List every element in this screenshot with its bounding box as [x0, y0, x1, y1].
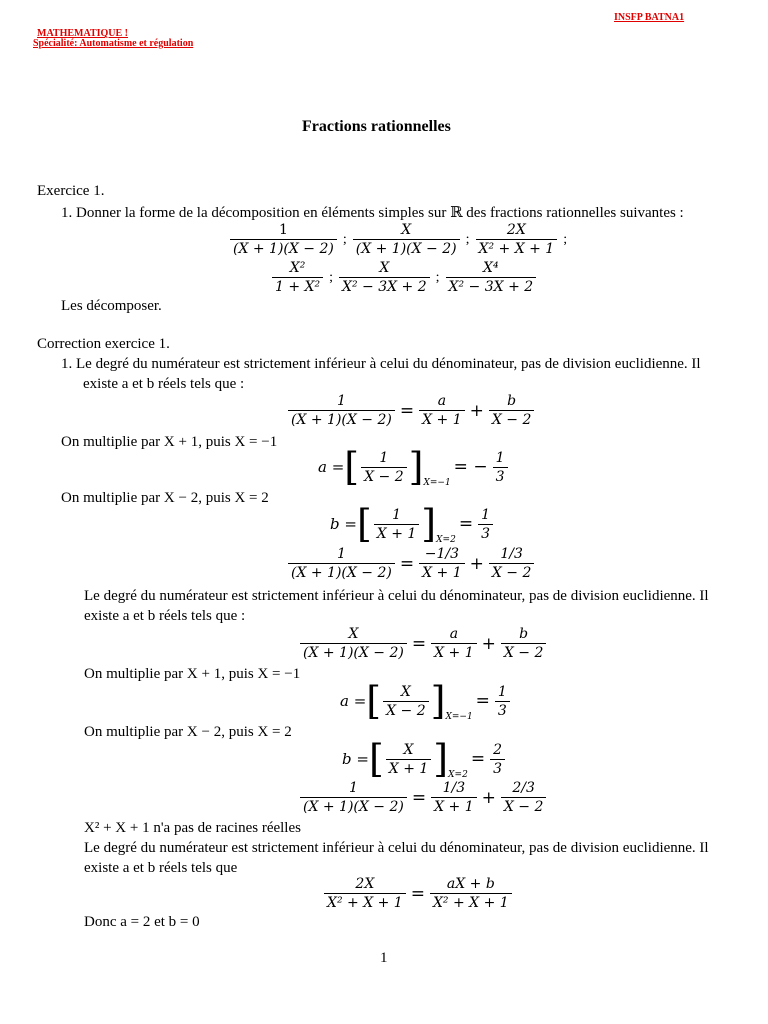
paragraph: On multiplie par X − 2, puis X = 2: [84, 724, 292, 740]
paragraph: Le degré du numérateur est strictement inférieur à celui du dénominateur, pas de division euclidienne. Il: [84, 840, 709, 856]
fraction-denominator: X + 1: [419, 563, 465, 581]
fractions-row-1: $\frac{1}{(X + 1)(X - 2)}$ ; $\frac{X}{(X + 1)(X - 2)}$ ; $\frac{2X}{\text{X² + X + 1}}$ ;: [228, 222, 571, 257]
paragraph: On multiplie par X − 2, puis X = 2: [61, 490, 269, 506]
fraction-denominator: X² − 3X + 2: [339, 277, 430, 295]
fraction-numerator: 2: [493, 741, 502, 758]
fraction: [374, 507, 420, 542]
fraction: [489, 546, 535, 581]
paragraph: Le degré du numérateur est strictement inférieur à celui du dénominateur, pas de division euclidienne. Il: [84, 588, 709, 604]
fraction-denominator: 3: [490, 759, 505, 777]
fraction-denominator: (X + 1)(X − 2): [300, 643, 407, 661]
equation-lhs: a =: [340, 692, 367, 710]
fraction-denominator: X − 2: [383, 701, 429, 719]
equation-sign: =: [470, 749, 486, 769]
paragraph: On multiplie par X + 1, puis X = −1: [61, 434, 278, 450]
fraction: [386, 742, 432, 777]
fractions-row-2: $\frac{\text{X²}}{\text{1 + X²}}$ ; $\frac{X}{\text{X² − 3X + 2}}$ ; $\frac{\text{X⁴}}{\text{X² − 3X + 2}}$: [270, 260, 538, 295]
fraction-denominator: (X + 1)(X − 2): [353, 239, 460, 257]
fraction-numerator: 2X: [506, 222, 526, 238]
fraction-denominator: X + 1: [374, 524, 420, 542]
paragraph: existe a et b réels tels que :: [84, 608, 246, 624]
fraction: [300, 626, 407, 661]
fraction: [490, 742, 505, 777]
fraction-denominator: X − 2: [489, 563, 535, 581]
fraction-denominator: X² + X + 1: [430, 893, 512, 911]
equation-subscript: X=2: [448, 770, 468, 780]
fraction-numerator: X: [403, 741, 414, 758]
equation-sign: =: [475, 691, 490, 711]
fraction-numerator: 2/3: [512, 780, 535, 796]
equation-3: $\frac{2X}{\text{X² + X + 1}}$ = $\frac{aX + b}{\text{X² + X + 1}}$: [322, 876, 514, 911]
fraction: [501, 626, 547, 661]
paragraph: 1. Le degré du numérateur est strictement inférieur à celui du dénominateur, pas de division euclidienne. Il: [61, 356, 701, 372]
fraction-denominator: X − 2: [489, 410, 535, 428]
fraction: [478, 507, 493, 542]
fraction: [419, 393, 465, 428]
fraction: [431, 780, 477, 815]
fraction: [300, 780, 407, 815]
fraction-numerator: 1: [497, 683, 507, 700]
fraction-numerator: 1: [379, 449, 389, 466]
page-number: 1: [380, 950, 388, 966]
fraction: [383, 684, 429, 719]
fraction-denominator: X² − 3X + 2: [446, 277, 537, 295]
fraction-numerator: 1: [392, 506, 401, 523]
fraction-numerator: 1: [336, 393, 346, 409]
fraction-numerator: −1/3: [424, 546, 459, 562]
equation-sign: =: [458, 514, 474, 534]
fraction-denominator: 3: [478, 524, 493, 542]
fraction-numerator: X⁴: [483, 260, 499, 276]
fraction: [339, 260, 430, 295]
fraction-denominator: X + 1: [431, 797, 477, 815]
fraction-numerator: 1: [348, 780, 358, 796]
equation-2: $\frac{X}{(X + 1)(X - 2)}$ = $\frac{a}{X + 1}$ + $\frac{b}{X - 2}$: [298, 626, 548, 661]
paragraph: X² + X + 1 n'a pas de racines réelles: [84, 820, 301, 836]
fraction-numerator: X: [401, 222, 412, 238]
fraction-numerator: 1/3: [442, 780, 466, 796]
fraction-denominator: (X + 1)(X − 2): [230, 239, 337, 257]
fraction: [272, 260, 323, 295]
fraction-denominator: 3: [493, 467, 508, 485]
fraction-numerator: X²: [289, 260, 306, 276]
equation-a2: a = [ $\frac{X}{X - 2}$ ] X=−1 = $\frac{1}{3}$: [340, 682, 512, 720]
fraction-denominator: 3: [495, 701, 510, 719]
fraction-denominator: X + 1: [419, 410, 465, 428]
fraction-denominator: X + 1: [386, 759, 432, 777]
header-specialty: Spécialité: Automatisme et régulation: [33, 38, 194, 49]
fraction: [476, 222, 558, 257]
equation-1: $\frac{1}{(X + 1)(X - 2)}$ = $\frac{a}{X + 1}$ + $\frac{b}{X - 2}$: [286, 393, 536, 428]
fraction-denominator: 1 + X²: [272, 277, 323, 295]
equation-lhs: a =: [318, 458, 345, 476]
fraction: [501, 780, 547, 815]
header-institution: INSFP BATNA1: [614, 12, 685, 23]
paragraph: existe a et b réels tels que: [84, 860, 238, 876]
fraction: [489, 393, 535, 428]
fraction-denominator: X − 2: [501, 797, 547, 815]
fraction: [446, 260, 537, 295]
fraction-denominator: X² + X + 1: [324, 893, 406, 911]
fraction-denominator: X² + X + 1: [476, 239, 558, 257]
fraction: [431, 626, 477, 661]
decompose-instruction: Les décomposer.: [61, 298, 162, 314]
fraction: [288, 546, 395, 581]
correction-heading: Correction exercice 1.: [37, 336, 170, 352]
exercise-question-1: 1. Donner la forme de la décomposition en éléments simples sur ℝ des fractions rationnelles suivantes :: [61, 205, 684, 221]
fraction: [493, 450, 508, 485]
equation-subscript: X=−1: [445, 712, 473, 722]
equation-subscript: X=2: [436, 535, 456, 545]
fraction-denominator: (X + 1)(X − 2): [288, 410, 395, 428]
fraction: [430, 876, 512, 911]
fraction-numerator: a: [437, 393, 447, 409]
paragraph: Donc a = 2 et b = 0: [84, 914, 200, 930]
equation-b1: b = [ $\frac{1}{X + 1}$ ] X=2 = $\frac{1}{3}$: [330, 505, 495, 543]
fraction-denominator: X − 2: [361, 467, 407, 485]
exercise-heading: Exercice 1.: [37, 183, 105, 199]
fraction-numerator: X: [379, 260, 390, 276]
fraction: [419, 546, 465, 581]
fraction: [324, 876, 406, 911]
fraction: [230, 222, 337, 257]
equation-result-2: $\frac{1}{(X + 1)(X - 2)}$ = $\frac{1/3}{X + 1}$ + $\frac{2/3}{X - 2}$: [298, 780, 548, 815]
fraction-denominator: (X + 1)(X − 2): [300, 797, 407, 815]
fraction-numerator: aX + b: [446, 876, 495, 892]
fraction-denominator: X − 2: [501, 643, 547, 661]
equation-sign: = −: [453, 457, 488, 477]
fraction-numerator: 1: [336, 546, 346, 562]
paragraph: existe a et b réels tels que :: [83, 376, 245, 392]
fraction-numerator: a: [449, 626, 459, 642]
fraction-denominator: X + 1: [431, 643, 477, 661]
header-subject: MATHEMATIQUE !: [37, 28, 129, 39]
fraction-numerator: b: [507, 393, 517, 409]
page-title: Fractions rationnelles: [302, 118, 451, 135]
fraction-numerator: 1/3: [500, 546, 523, 562]
fraction-numerator: 1: [278, 222, 288, 238]
equation-b2: b = [ $\frac{X}{X + 1}$ ] X=2 = $\frac{2}{3}$: [342, 740, 507, 778]
equation-lhs: b =: [342, 750, 369, 768]
equation-lhs: b =: [330, 515, 357, 533]
fraction: [288, 393, 395, 428]
fraction-numerator: X: [348, 626, 359, 642]
equation-a1: a = [ $\frac{1}{X - 2}$ ] X=−1 = − $\frac{1}{3}$: [318, 448, 510, 486]
fraction: [353, 222, 460, 257]
fraction-numerator: 2X: [355, 876, 375, 892]
fraction-denominator: (X + 1)(X − 2): [288, 563, 395, 581]
equation-result-1: $\frac{1}{(X + 1)(X - 2)}$ = $\frac{-1/3}{X + 1}$ + $\frac{1/3}{X - 2}$: [286, 546, 536, 581]
equation-subscript: X=−1: [423, 478, 451, 488]
fraction-numerator: X: [400, 683, 411, 700]
fraction: [495, 684, 510, 719]
fraction-numerator: 1: [495, 449, 505, 466]
paragraph: On multiplie par X + 1, puis X = −1: [84, 666, 301, 682]
fraction: [361, 450, 407, 485]
fraction-numerator: 1: [481, 506, 490, 523]
fraction-numerator: b: [519, 626, 529, 642]
